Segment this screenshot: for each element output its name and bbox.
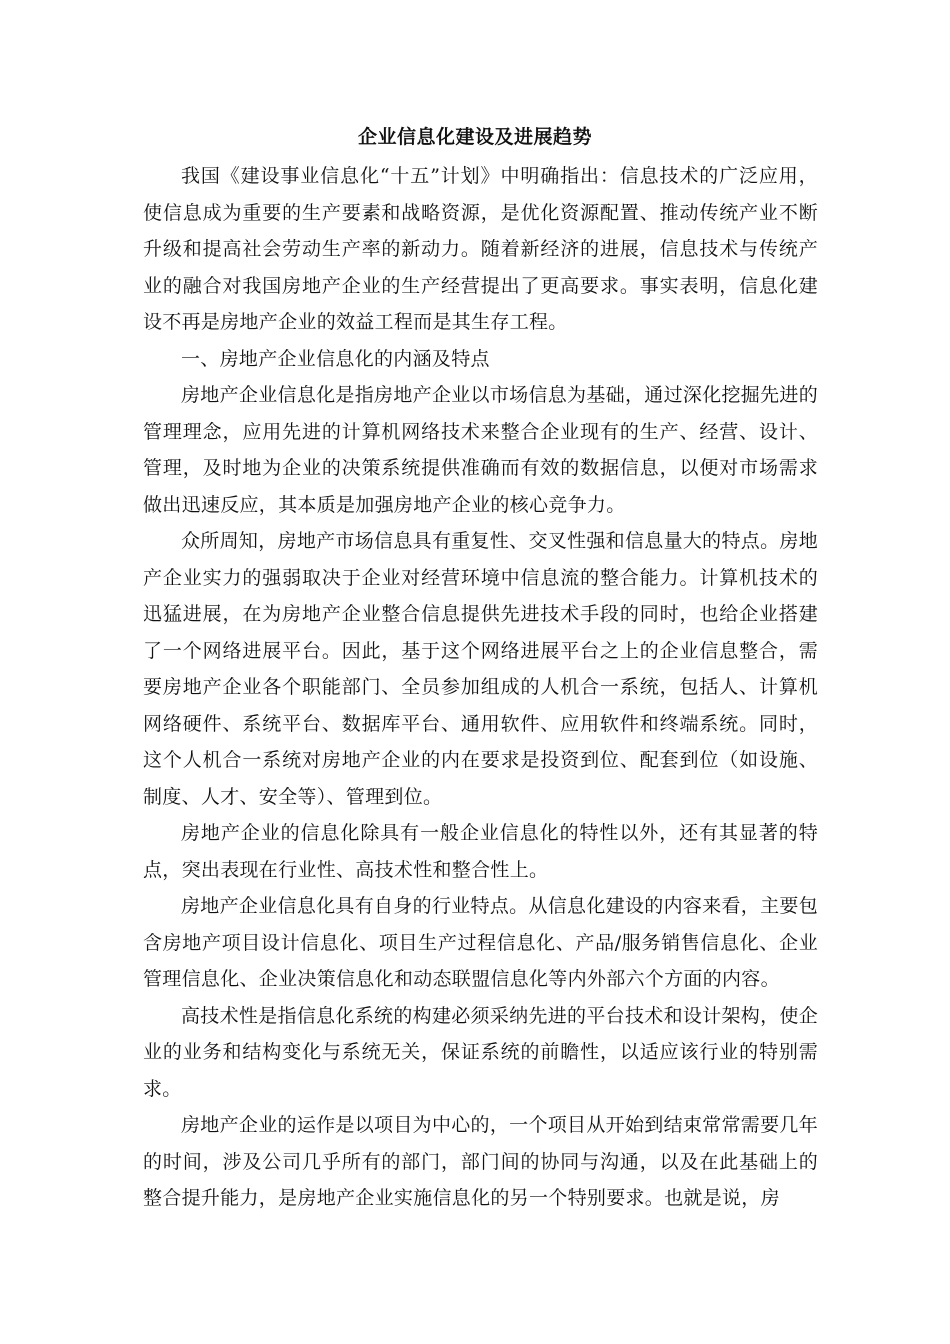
paragraph-market-info: 众所周知，房地产市场信息具有重复性、交叉性强和信息量大的特点。房地产企业实力的强弱取决于企业对经营环境中信息流的整合能力。计算机技术的迅猛进展，在为房地产企业整合信息提供先进技术手段的同时，也给企业搭建了一个网络进展平台。因此，基于这个网络进展平台之上的企业信息整合，需要房地产企业各个职能部门、全员参加组成的人机合一系统，包括人、计算机网络硬件、系统平台、数据库平台、通用软件、应用软件和终端系统。同时，这个人机合一系统对房地产企业的内在要求是投资到位、配套到位（如设施、制度、人才、安全等）、管理到位。 bbox=[143, 530, 818, 808]
paragraph-high-tech: 高技术性是指信息化系统的构建必须采纳先进的平台技术和设计架构，使企业的业务和结构变化与系统无关，保证系统的前瞻性，以适应该行业的特别需求。 bbox=[143, 1004, 818, 1100]
paragraph-intro: 我国《建设事业信息化“十五”计划》中明确指出：信息技术的广泛应用，使信息成为重要的生产要素和战略资源，是优化资源配置、推动传统产业不断升级和提高社会劳动生产率的新动力。随着新经济的进展，信息技术与传统产业的融合对我国房地产企业的生产经营提出了更高要求。事实表明，信息化建设不再是房地产企业的效益工程而是其生存工程。 bbox=[143, 165, 818, 333]
paragraph-definition: 房地产企业信息化是指房地产企业以市场信息为基础，通过深化挖掘先进的管理理念，应用先进的计算机网络技术来整合企业现有的生产、经营、设计、管理，及时地为企业的决策系统提供准确而有效的数据信息，以便对市场需求做出迅速反应，其本质是加强房地产企业的核心竞争力。 bbox=[143, 384, 818, 516]
document-body bbox=[143, 158, 818, 1217]
section-heading-1: 一、房地产企业信息化的内涵及特点 bbox=[181, 347, 490, 370]
document-title: 企业信息化建设及进展趋势 bbox=[357, 126, 592, 148]
paragraph-integration: 房地产企业的运作是以项目为中心的，一个项目从开始到结束常常需要几年的时间，涉及公司几乎所有的部门，部门间的协同与沟通，以及在此基础上的整合提升能力，是房地产企业实施信息化的另一个特别要求。也就是说，房 bbox=[143, 1114, 818, 1209]
paragraph-features: 房地产企业的信息化除具有一般企业信息化的特性以外，还有其显著的特点，突出表现在行业性、高技术性和整合性上。 bbox=[143, 822, 818, 881]
paragraph-industry: 房地产企业信息化具有自身的行业特点。从信息化建设的内容来看，主要包含房地产项目设计信息化、项目生产过程信息化、产品/服务销售信息化、企业管理信息化、企业决策信息化和动态联盟信息化等内外部六个方面的内容。 bbox=[143, 895, 818, 990]
